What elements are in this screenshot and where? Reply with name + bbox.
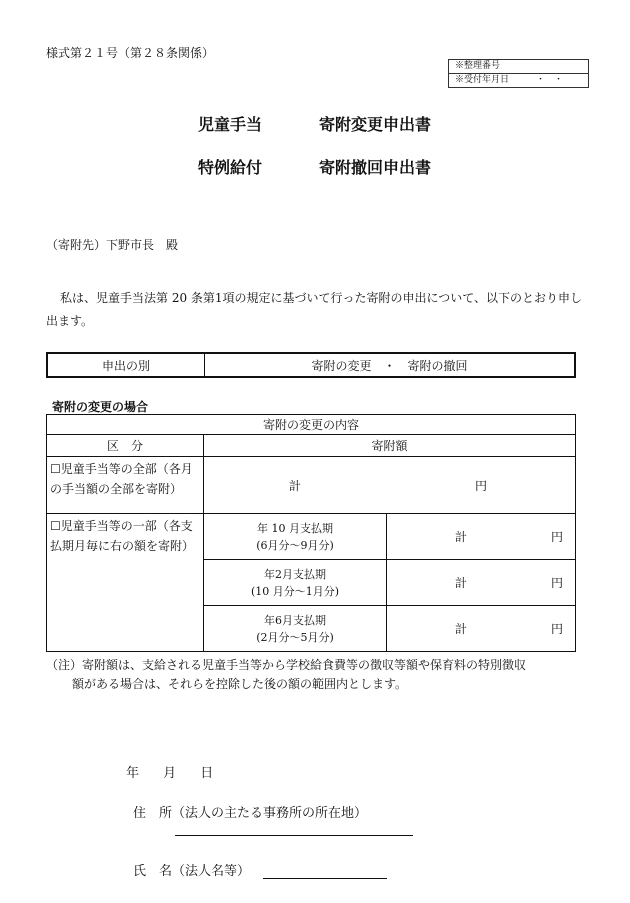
- addressee: （寄附先）下野市長 殿: [46, 238, 179, 252]
- october-total-label: 計: [455, 530, 468, 544]
- period-february: [204, 560, 387, 606]
- october-yen-label: 円: [550, 530, 563, 544]
- office-use-reference-number: ※整理番号: [455, 61, 501, 71]
- full-total-label: 計: [289, 478, 302, 493]
- june-yen-label: 円: [550, 622, 563, 636]
- change-table-title: 寄附の変更の内容: [47, 415, 576, 435]
- office-use-box: [448, 59, 589, 88]
- period-october-title: 年 10 月支払期: [257, 521, 333, 535]
- february-total-label: 計: [455, 576, 468, 590]
- period-june-amount[interactable]: [387, 606, 576, 652]
- address-label: 住 所（法人の主たる事務所の所在地）: [133, 806, 368, 821]
- request-type-table: [46, 352, 576, 378]
- amount-header: 寄附額: [204, 435, 576, 457]
- category-header: 区 分: [47, 435, 204, 457]
- note-line-2: 額がある場合は、それらを控除した後の額の範囲内とします。: [72, 677, 408, 691]
- period-october-amount[interactable]: [387, 514, 576, 560]
- title-child-allowance: 児童手当: [198, 115, 263, 134]
- title-special-benefit: 特例給付: [198, 158, 263, 177]
- period-october-months: (6月分～9月分): [256, 538, 334, 552]
- office-use-received-date: ※受付年月日 ・ ・: [449, 73, 588, 87]
- form-number: 様式第２１号（第２８条関係）: [46, 46, 215, 60]
- request-type-options[interactable]: 寄附の変更 ・ 寄附の撤回: [205, 353, 576, 377]
- period-february-title: 年2月支払期: [264, 567, 326, 581]
- note: [46, 656, 591, 694]
- address-input-line[interactable]: [175, 835, 413, 836]
- date-field[interactable]: 年 月 日: [126, 766, 214, 781]
- period-june-title: 年6月支払期: [264, 613, 326, 627]
- period-february-months: (10 月分～1月分): [250, 584, 340, 598]
- february-yen-label: 円: [550, 576, 563, 590]
- period-february-amount[interactable]: [387, 560, 576, 606]
- period-october: [204, 514, 387, 560]
- change-section-heading: 寄附の変更の場合: [52, 400, 149, 414]
- period-june: [204, 606, 387, 652]
- partial-donation-option[interactable]: ☐児童手当等の一部（各支払期月毎に右の額を寄附）: [47, 514, 204, 652]
- period-june-months: (2月分～5月分): [256, 630, 334, 644]
- name-input-line[interactable]: [263, 878, 387, 879]
- june-total-label: 計: [455, 622, 468, 636]
- name-label: 氏 名（法人名等）: [133, 864, 251, 879]
- full-donation-option[interactable]: ☐児童手当等の全部（各月の手当額の全部を寄附）: [47, 457, 204, 514]
- full-donation-amount[interactable]: [204, 457, 576, 514]
- full-yen-label: 円: [475, 478, 488, 493]
- note-line-1: （注）寄附額は、支給される児童手当等から学校給食費等の徴収等額や保育料の特別徴収: [46, 658, 527, 672]
- title-withdrawal-request: 寄附撤回申出書: [319, 158, 432, 177]
- body-text: 私は、児童手当法第 20 条第1項の規定に基づいて行った寄附の申出について、以下のとおり申し出ます。: [46, 291, 583, 328]
- title-change-request: 寄附変更申出書: [319, 115, 432, 134]
- change-details-table: [46, 414, 576, 652]
- request-type-label: 申出の別: [47, 353, 205, 377]
